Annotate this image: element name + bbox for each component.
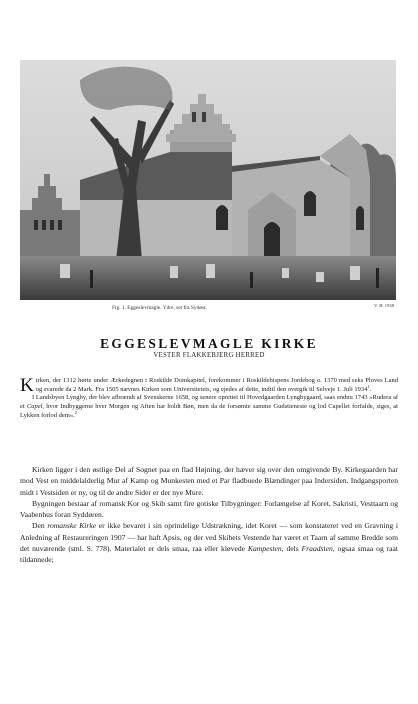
body-paragraph-1: Kirken ligger i den østlige Del af Sognet paa en flad Højning, der hæver sig over den omgivende By. Kirkegaarden har mod Vest en middelalderlig Mur af Kamp og Munkesten med et Par fladbuede Blændinger paa Indersiden. Indgangsporten midt i Vestsiden er ny, og til de andre Sider er der nye Mure. bbox=[20, 465, 398, 497]
page-subtitle: VESTER FLAKKEBJERG HERRED bbox=[153, 352, 265, 359]
body-section bbox=[20, 464, 398, 566]
drop-cap: K bbox=[20, 375, 34, 396]
intro-paragraph-1: Kirken, der 1312 hørte under Ærkedegnen i Roskilde Domkapitel, forekommer i Roskildebispens Jordebog o. 1370 med seks Ploves Land og svarede da 2 Mark. Fra 1505 nævnes Kirken som Universitetets, og ejedes af dette, indtil den overgik til Selveje 1. Juli 1934$^1$. bbox=[20, 375, 398, 396]
intro-section bbox=[20, 377, 398, 421]
figure-caption-row bbox=[20, 303, 396, 315]
page-title: EGGESLEVMAGLE KIRKE bbox=[100, 336, 318, 351]
footnote-ref-2: 2 bbox=[74, 409, 77, 415]
body-paragraph-3: Den romanske Kirke er ikke bevaret i sin oprindelige Udstrækning, idet Koret — som konstateret ved en Gravning i Anledning af Restaureringen 1907 — har haft Apsis, og der ved Skibets Vestende har været et Taarn af samme Bredde som det nuværende (sml. S. 778). Materialet er dels smaa, raa eller kløvede Kampesten, dels Fraadsten, ogsaa smaa og raat tildannede; bbox=[20, 521, 398, 565]
photo-credit: V. H. 1938 bbox=[374, 303, 394, 308]
body-paragraph-2: Bygningen bestaar af romansk Kor og Skib samt fire gotiske Tilbygninger: Forlængelse af Koret, Sakristi, Vesttaarn og Vaabenhus foran Syddøren. bbox=[20, 498, 398, 520]
church-photograph bbox=[20, 60, 396, 300]
footnote-ref-1: 1 bbox=[367, 383, 370, 389]
figure-caption: Fig. 1. Eggeslevmagle. Ydre, set fra Sydøst. bbox=[112, 305, 207, 311]
intro-paragraph-2: I Landsbyen Lyngby, der blev afbrændt af Svenskerne 1658, og senere oprettet til Hovedgaarden Lyngbygaard, saas endnu 1743 »Rudera af et Capel, hvor Indbyggerne hver Morgen og Aften har holdt Bøn, men da de forsømte samme Gudstieneste og lod Capellet forfalde, siges, at Lykken forlod dem«.$^2$ bbox=[20, 394, 398, 419]
